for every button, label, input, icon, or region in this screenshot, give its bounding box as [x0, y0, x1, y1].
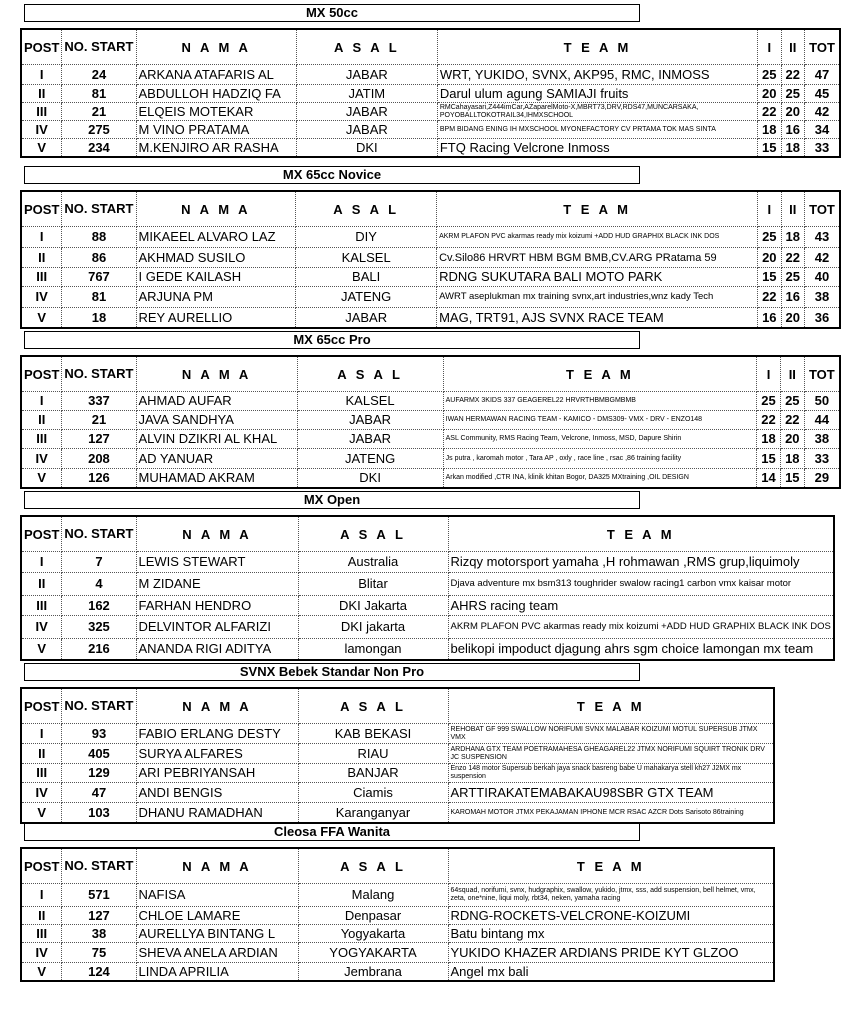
header-row: [21, 516, 834, 552]
cell-rider-name: JAVA SANDHYA: [136, 411, 297, 430]
table-row: [21, 783, 774, 803]
cell-start-number: 405: [62, 744, 136, 764]
table-row: [21, 449, 840, 469]
results-table: [20, 355, 841, 489]
cell-position: I: [21, 724, 62, 744]
results-table: [20, 190, 841, 329]
cell-origin: Blitar: [298, 573, 448, 596]
cell-origin: JATENG: [297, 449, 443, 469]
cell-heat-2: 22: [781, 248, 804, 268]
cell-start-number: 325: [62, 616, 136, 639]
cell-heat-1: 16: [758, 308, 781, 329]
cell-total: 43: [805, 227, 841, 248]
cell-rider-name: FARHAN HENDRO: [136, 596, 298, 616]
cell-origin: YOGYAKARTA: [298, 943, 448, 963]
column-header-tot: TOT: [805, 29, 840, 65]
cell-origin: KALSEL: [297, 392, 443, 411]
cell-position: III: [21, 430, 62, 449]
cell-team: MAG, TRT91, AJS SVNX RACE TEAM: [437, 308, 758, 329]
column-header-start: NO. START: [62, 688, 136, 724]
cell-rider-name: AD YANUAR: [136, 449, 297, 469]
cell-start-number: 24: [62, 65, 136, 85]
cell-position: V: [21, 469, 62, 489]
results-table: [20, 28, 841, 158]
header-row: [21, 191, 840, 227]
column-header-tot: TOT: [805, 191, 841, 227]
column-header-asal: A S A L: [296, 29, 437, 65]
column-header-i: I: [758, 29, 781, 65]
results-table: [20, 847, 775, 982]
column-header-nama: N A M A: [136, 356, 297, 392]
cell-team: Js putra , karomah motor , Tara AP , oxly , race line , rsac ,86 training facility: [443, 449, 757, 469]
cell-start-number: 7: [62, 552, 136, 573]
column-header-i: I: [757, 356, 781, 392]
column-header-ii: II: [781, 29, 804, 65]
cell-team: AKRM PLAFON PVC akarmas ready mix koizumi +ADD HUD GRAPHIX BLACK INK DOS: [437, 227, 758, 248]
cell-heat-1: 15: [758, 268, 781, 287]
cell-origin: Karanganyar: [298, 803, 448, 824]
table-row: [21, 744, 774, 764]
cell-rider-name: AURELLYA BINTANG L: [136, 925, 298, 943]
cell-origin: DKI: [296, 139, 437, 158]
cell-team: YUKIDO KHAZER ARDIANS PRIDE KYT GLZOO: [448, 943, 774, 963]
section-title: MX 65cc Pro: [24, 331, 640, 349]
cell-total: 33: [805, 139, 840, 158]
cell-heat-2: 16: [781, 287, 804, 308]
column-header-start: NO. START: [62, 516, 136, 552]
column-header-asal: A S A L: [296, 191, 437, 227]
cell-position: III: [21, 596, 62, 616]
cell-team: RMCahayasari,Z444imCar,AZaparelMoto-X,MBRT73,DRV,RDS47,MUNCARSAKA, POYOBALLTOKOTRAIL34,IHMXSCHOOL: [437, 103, 757, 121]
table-row: [21, 85, 840, 103]
cell-heat-1: 18: [757, 430, 781, 449]
cell-origin: lamongan: [298, 639, 448, 661]
section-title: Cleosa FFA Wanita: [24, 823, 640, 841]
column-header-pos: POST: [21, 516, 62, 552]
cell-total: 50: [804, 392, 840, 411]
cell-rider-name: MIKAEEL ALVARO LAZ: [136, 227, 296, 248]
cell-total: 42: [805, 248, 841, 268]
cell-origin: JABAR: [296, 103, 437, 121]
column-header-team: T E A M: [437, 191, 758, 227]
cell-origin: DIY: [296, 227, 437, 248]
cell-origin: DKI jakarta: [298, 616, 448, 639]
column-header-nama: N A M A: [136, 688, 298, 724]
cell-heat-1: 18: [758, 121, 781, 139]
column-header-pos: POST: [21, 191, 62, 227]
cell-origin: BANJAR: [298, 764, 448, 783]
cell-rider-name: ELQEIS MOTEKAR: [136, 103, 296, 121]
cell-position: III: [21, 925, 62, 943]
cell-origin: DKI: [297, 469, 443, 489]
cell-start-number: 124: [62, 963, 136, 982]
column-header-pos: POST: [21, 29, 62, 65]
cell-heat-2: 22: [781, 65, 804, 85]
header-row: [21, 688, 774, 724]
cell-total: 36: [805, 308, 841, 329]
table-row: [21, 639, 834, 661]
cell-origin: JABAR: [296, 308, 437, 329]
cell-rider-name: ANANDA RIGI ADITYA: [136, 639, 298, 661]
cell-start-number: 126: [62, 469, 136, 489]
cell-position: III: [21, 764, 62, 783]
column-header-nama: N A M A: [136, 848, 298, 884]
column-header-ii: II: [781, 191, 804, 227]
cell-position: II: [21, 248, 62, 268]
cell-origin: Ciamis: [298, 783, 448, 803]
cell-origin: JATIM: [296, 85, 437, 103]
cell-rider-name: M.KENJIRO AR RASHA: [136, 139, 296, 158]
table-row: [21, 121, 840, 139]
cell-origin: JABAR: [296, 121, 437, 139]
cell-total: 33: [804, 449, 840, 469]
cell-start-number: 47: [62, 783, 136, 803]
cell-heat-2: 18: [781, 139, 804, 158]
cell-team: KAROMAH MOTOR JTMX PEKAJAMAN IPHONE MCR RSAC AZCR Dots Sarisoto 86training: [448, 803, 774, 824]
cell-heat-2: 18: [781, 227, 804, 248]
cell-rider-name: CHLOE LAMARE: [136, 907, 298, 925]
cell-rider-name: I GEDE KAILASH: [136, 268, 296, 287]
cell-position: III: [21, 268, 62, 287]
cell-position: IV: [21, 287, 62, 308]
table-row: [21, 724, 774, 744]
column-header-i: I: [758, 191, 781, 227]
cell-rider-name: SHEVA ANELA ARDIAN: [136, 943, 298, 963]
cell-heat-2: 25: [780, 392, 804, 411]
cell-heat-1: 25: [758, 227, 781, 248]
cell-heat-1: 15: [757, 449, 781, 469]
cell-start-number: 571: [62, 884, 136, 907]
column-header-tot: TOT: [804, 356, 840, 392]
table-row: [21, 268, 840, 287]
cell-team: Cv.Silo86 HRVRT HBM BGM BMB,CV.ARG PRatama 59: [437, 248, 758, 268]
cell-origin: Yogyakarta: [298, 925, 448, 943]
table-row: [21, 764, 774, 783]
cell-start-number: 208: [62, 449, 136, 469]
cell-heat-1: 15: [758, 139, 781, 158]
column-header-asal: A S A L: [298, 688, 448, 724]
cell-heat-1: 20: [758, 85, 781, 103]
table-row: [21, 287, 840, 308]
cell-origin: JABAR: [296, 65, 437, 85]
cell-heat-1: 22: [758, 103, 781, 121]
cell-rider-name: AHMAD AUFAR: [136, 392, 297, 411]
cell-position: I: [21, 552, 62, 573]
cell-position: IV: [21, 121, 62, 139]
cell-position: V: [21, 308, 62, 329]
cell-position: II: [21, 85, 62, 103]
header-row: [21, 29, 840, 65]
cell-team: ARDHANA GTX TEAM POETRAMAHESA GHEAGAREL22 JTMX NORIFUMI SQUIRT TRONIK DRV JC SUSPENSION: [448, 744, 774, 764]
section-title: MX Open: [24, 491, 640, 509]
cell-team: Arkan modified ,CTR INA, klinik khitan Bogor, DA325 MXtraining ,OIL DESIGN: [443, 469, 757, 489]
cell-team: Enzo 148 motor Supersub berkah jaya snack basreng babe U mahakarya stell kh27 J2MX mx suspension: [448, 764, 774, 783]
table-row: [21, 65, 840, 85]
cell-position: V: [21, 639, 62, 661]
cell-origin: RIAU: [298, 744, 448, 764]
cell-rider-name: ARI PEBRIYANSAH: [136, 764, 298, 783]
column-header-team: T E A M: [443, 356, 757, 392]
cell-total: 29: [804, 469, 840, 489]
cell-origin: Malang: [298, 884, 448, 907]
column-header-pos: POST: [21, 688, 62, 724]
cell-origin: KALSEL: [296, 248, 437, 268]
table-row: [21, 884, 774, 907]
table-row: [21, 573, 834, 596]
cell-total: 40: [805, 268, 841, 287]
cell-start-number: 216: [62, 639, 136, 661]
cell-start-number: 21: [62, 411, 136, 430]
column-header-asal: A S A L: [298, 516, 448, 552]
table-row: [21, 925, 774, 943]
cell-start-number: 81: [62, 85, 136, 103]
cell-position: V: [21, 139, 62, 158]
column-header-nama: N A M A: [136, 516, 298, 552]
cell-rider-name: ARJUNA PM: [136, 287, 296, 308]
cell-position: III: [21, 103, 62, 121]
table-row: [21, 248, 840, 268]
cell-origin: Australia: [298, 552, 448, 573]
cell-origin: Denpasar: [298, 907, 448, 925]
cell-team: AKRM PLAFON PVC akarmas ready mix koizumi +ADD HUD GRAPHIX BLACK INK DOS: [448, 616, 834, 639]
cell-position: II: [21, 411, 62, 430]
cell-rider-name: SURYA ALFARES: [136, 744, 298, 764]
table-row: [21, 227, 840, 248]
cell-team: AWRT aseplukman mx training svnx,art industries,wnz kady Tech: [437, 287, 758, 308]
table-row: [21, 392, 840, 411]
cell-rider-name: AKHMAD SUSILO: [136, 248, 296, 268]
cell-team: belikopi impoduct djagung ahrs sgm choice lamongan mx team: [448, 639, 834, 661]
cell-position: II: [21, 573, 62, 596]
cell-start-number: 767: [62, 268, 136, 287]
cell-start-number: 127: [62, 430, 136, 449]
cell-rider-name: DHANU RAMADHAN: [136, 803, 298, 824]
column-header-pos: POST: [21, 848, 62, 884]
cell-team: Batu bintang mx: [448, 925, 774, 943]
cell-team: Rizqy motorsport yamaha ,H rohmawan ,RMS grup,liquimoly: [448, 552, 834, 573]
cell-team: REHOBAT GF 999 SWALLOW NORIFUMI SVNX MALABAR KOIZUMI MOTUL SUPERSUB JTMX VMX: [448, 724, 774, 744]
cell-heat-1: 14: [757, 469, 781, 489]
section-title: MX 50cc: [24, 4, 640, 22]
section-title: MX 65cc Novice: [24, 166, 640, 184]
cell-start-number: 127: [62, 907, 136, 925]
table-row: [21, 139, 840, 158]
cell-team: FTQ Racing Velcrone Inmoss: [437, 139, 757, 158]
cell-rider-name: LINDA APRILIA: [136, 963, 298, 982]
cell-start-number: 234: [62, 139, 136, 158]
cell-start-number: 81: [62, 287, 136, 308]
cell-position: I: [21, 227, 62, 248]
cell-rider-name: M ZIDANE: [136, 573, 298, 596]
cell-rider-name: LEWIS STEWART: [136, 552, 298, 573]
cell-heat-2: 18: [780, 449, 804, 469]
column-header-team: T E A M: [448, 848, 774, 884]
column-header-asal: A S A L: [297, 356, 443, 392]
cell-origin: JABAR: [297, 430, 443, 449]
cell-start-number: 162: [62, 596, 136, 616]
cell-position: I: [21, 884, 62, 907]
cell-position: II: [21, 744, 62, 764]
table-row: [21, 103, 840, 121]
cell-heat-2: 16: [781, 121, 804, 139]
cell-position: I: [21, 392, 62, 411]
cell-origin: KAB BEKASI: [298, 724, 448, 744]
cell-rider-name: NAFISA: [136, 884, 298, 907]
column-header-start: NO. START: [62, 191, 136, 227]
cell-origin: BALI: [296, 268, 437, 287]
column-header-start: NO. START: [62, 848, 136, 884]
column-header-nama: N A M A: [136, 191, 296, 227]
column-header-team: T E A M: [448, 688, 774, 724]
table-row: [21, 469, 840, 489]
cell-start-number: 103: [62, 803, 136, 824]
table-row: [21, 596, 834, 616]
cell-start-number: 38: [62, 925, 136, 943]
cell-origin: Jembrana: [298, 963, 448, 982]
cell-heat-1: 20: [758, 248, 781, 268]
cell-position: IV: [21, 616, 62, 639]
column-header-pos: POST: [21, 356, 62, 392]
cell-start-number: 86: [62, 248, 136, 268]
cell-start-number: 275: [62, 121, 136, 139]
cell-team: WRT, YUKIDO, SVNX, AKP95, RMC, INMOSS: [437, 65, 757, 85]
cell-position: IV: [21, 449, 62, 469]
cell-team: AUFARMX 3KIDS 337 GEAGEREL22 HRVRTHBMBGMBMB: [443, 392, 757, 411]
results-table: [20, 687, 775, 824]
cell-rider-name: FABIO ERLANG DESTY: [136, 724, 298, 744]
header-row: [21, 356, 840, 392]
cell-rider-name: REY AURELLIO: [136, 308, 296, 329]
cell-position: II: [21, 907, 62, 925]
cell-rider-name: ANDI BENGIS: [136, 783, 298, 803]
cell-rider-name: ARKANA ATAFARIS AL: [136, 65, 296, 85]
cell-heat-2: 20: [781, 308, 804, 329]
cell-heat-2: 20: [781, 103, 804, 121]
table-row: [21, 552, 834, 573]
cell-total: 47: [805, 65, 840, 85]
column-header-nama: N A M A: [136, 29, 296, 65]
cell-rider-name: MUHAMAD AKRAM: [136, 469, 297, 489]
cell-start-number: 93: [62, 724, 136, 744]
column-header-team: T E A M: [437, 29, 757, 65]
cell-start-number: 18: [62, 308, 136, 329]
cell-heat-1: 25: [757, 392, 781, 411]
cell-heat-2: 15: [780, 469, 804, 489]
cell-team: Djava adventure mx bsm313 toughrider swalow racing1 carbon vmx kaisar motor: [448, 573, 834, 596]
cell-total: 42: [805, 103, 840, 121]
cell-start-number: 4: [62, 573, 136, 596]
column-header-ii: II: [780, 356, 804, 392]
cell-team: BPM BIDANG ENING IH MXSCHOOL MYONEFACTORY CV PRTAMA TOK MAS SINTA: [437, 121, 757, 139]
cell-position: V: [21, 963, 62, 982]
cell-total: 34: [805, 121, 840, 139]
cell-origin: DKI Jakarta: [298, 596, 448, 616]
table-row: [21, 308, 840, 329]
cell-team: AHRS racing team: [448, 596, 834, 616]
cell-team: 64squad, norifumi, svnx, hudgraphix, swallow, yukido, jtmx, sss, add suspension, bell helmet, vmx, zeta, one*nine, liqui moly, rbt34, neken, yamaha racing: [448, 884, 774, 907]
cell-start-number: 88: [62, 227, 136, 248]
cell-heat-1: 22: [758, 287, 781, 308]
section-title: SVNX Bebek Standar Non Pro: [24, 663, 640, 681]
cell-team: RDNG SUKUTARA BALI MOTO PARK: [437, 268, 758, 287]
cell-team: Darul ulum agung SAMIAJI fruits: [437, 85, 757, 103]
cell-origin: JABAR: [297, 411, 443, 430]
cell-position: V: [21, 803, 62, 824]
cell-heat-2: 25: [781, 268, 804, 287]
table-row: [21, 430, 840, 449]
cell-position: I: [21, 65, 62, 85]
cell-team: IWAN HERMAWAN RACING TEAM - KAMICO - DMS309- VMX - DRV - ENZO148: [443, 411, 757, 430]
cell-rider-name: DELVINTOR ALFARIZI: [136, 616, 298, 639]
column-header-start: NO. START: [62, 356, 136, 392]
cell-rider-name: ALVIN DZIKRI AL KHAL: [136, 430, 297, 449]
cell-total: 44: [804, 411, 840, 430]
cell-start-number: 21: [62, 103, 136, 121]
cell-total: 45: [805, 85, 840, 103]
cell-heat-1: 25: [758, 65, 781, 85]
cell-heat-2: 22: [780, 411, 804, 430]
cell-origin: JATENG: [296, 287, 437, 308]
header-row: [21, 848, 774, 884]
column-header-asal: A S A L: [298, 848, 448, 884]
cell-start-number: 129: [62, 764, 136, 783]
cell-heat-1: 22: [757, 411, 781, 430]
cell-position: IV: [21, 943, 62, 963]
cell-start-number: 75: [62, 943, 136, 963]
cell-total: 38: [805, 287, 841, 308]
cell-heat-2: 25: [781, 85, 804, 103]
cell-position: IV: [21, 783, 62, 803]
column-header-start: NO. START: [62, 29, 136, 65]
cell-rider-name: ABDULLOH HADZIQ FA: [136, 85, 296, 103]
table-row: [21, 616, 834, 639]
table-row: [21, 907, 774, 925]
cell-total: 38: [804, 430, 840, 449]
results-table: [20, 515, 835, 661]
cell-team: Angel mx bali: [448, 963, 774, 982]
cell-start-number: 337: [62, 392, 136, 411]
cell-team: ARTTIRAKATEMABAKAU98SBR GTX TEAM: [448, 783, 774, 803]
cell-rider-name: M VINO PRATAMA: [136, 121, 296, 139]
cell-team: ASL Community, RMS Racing Team, Velcrone, Inmoss, MSD, Dapure Shirin: [443, 430, 757, 449]
table-row: [21, 411, 840, 430]
column-header-team: T E A M: [448, 516, 834, 552]
table-row: [21, 963, 774, 982]
cell-team: RDNG-ROCKETS-VELCRONE-KOIZUMI: [448, 907, 774, 925]
table-row: [21, 803, 774, 824]
cell-heat-2: 20: [780, 430, 804, 449]
table-row: [21, 943, 774, 963]
